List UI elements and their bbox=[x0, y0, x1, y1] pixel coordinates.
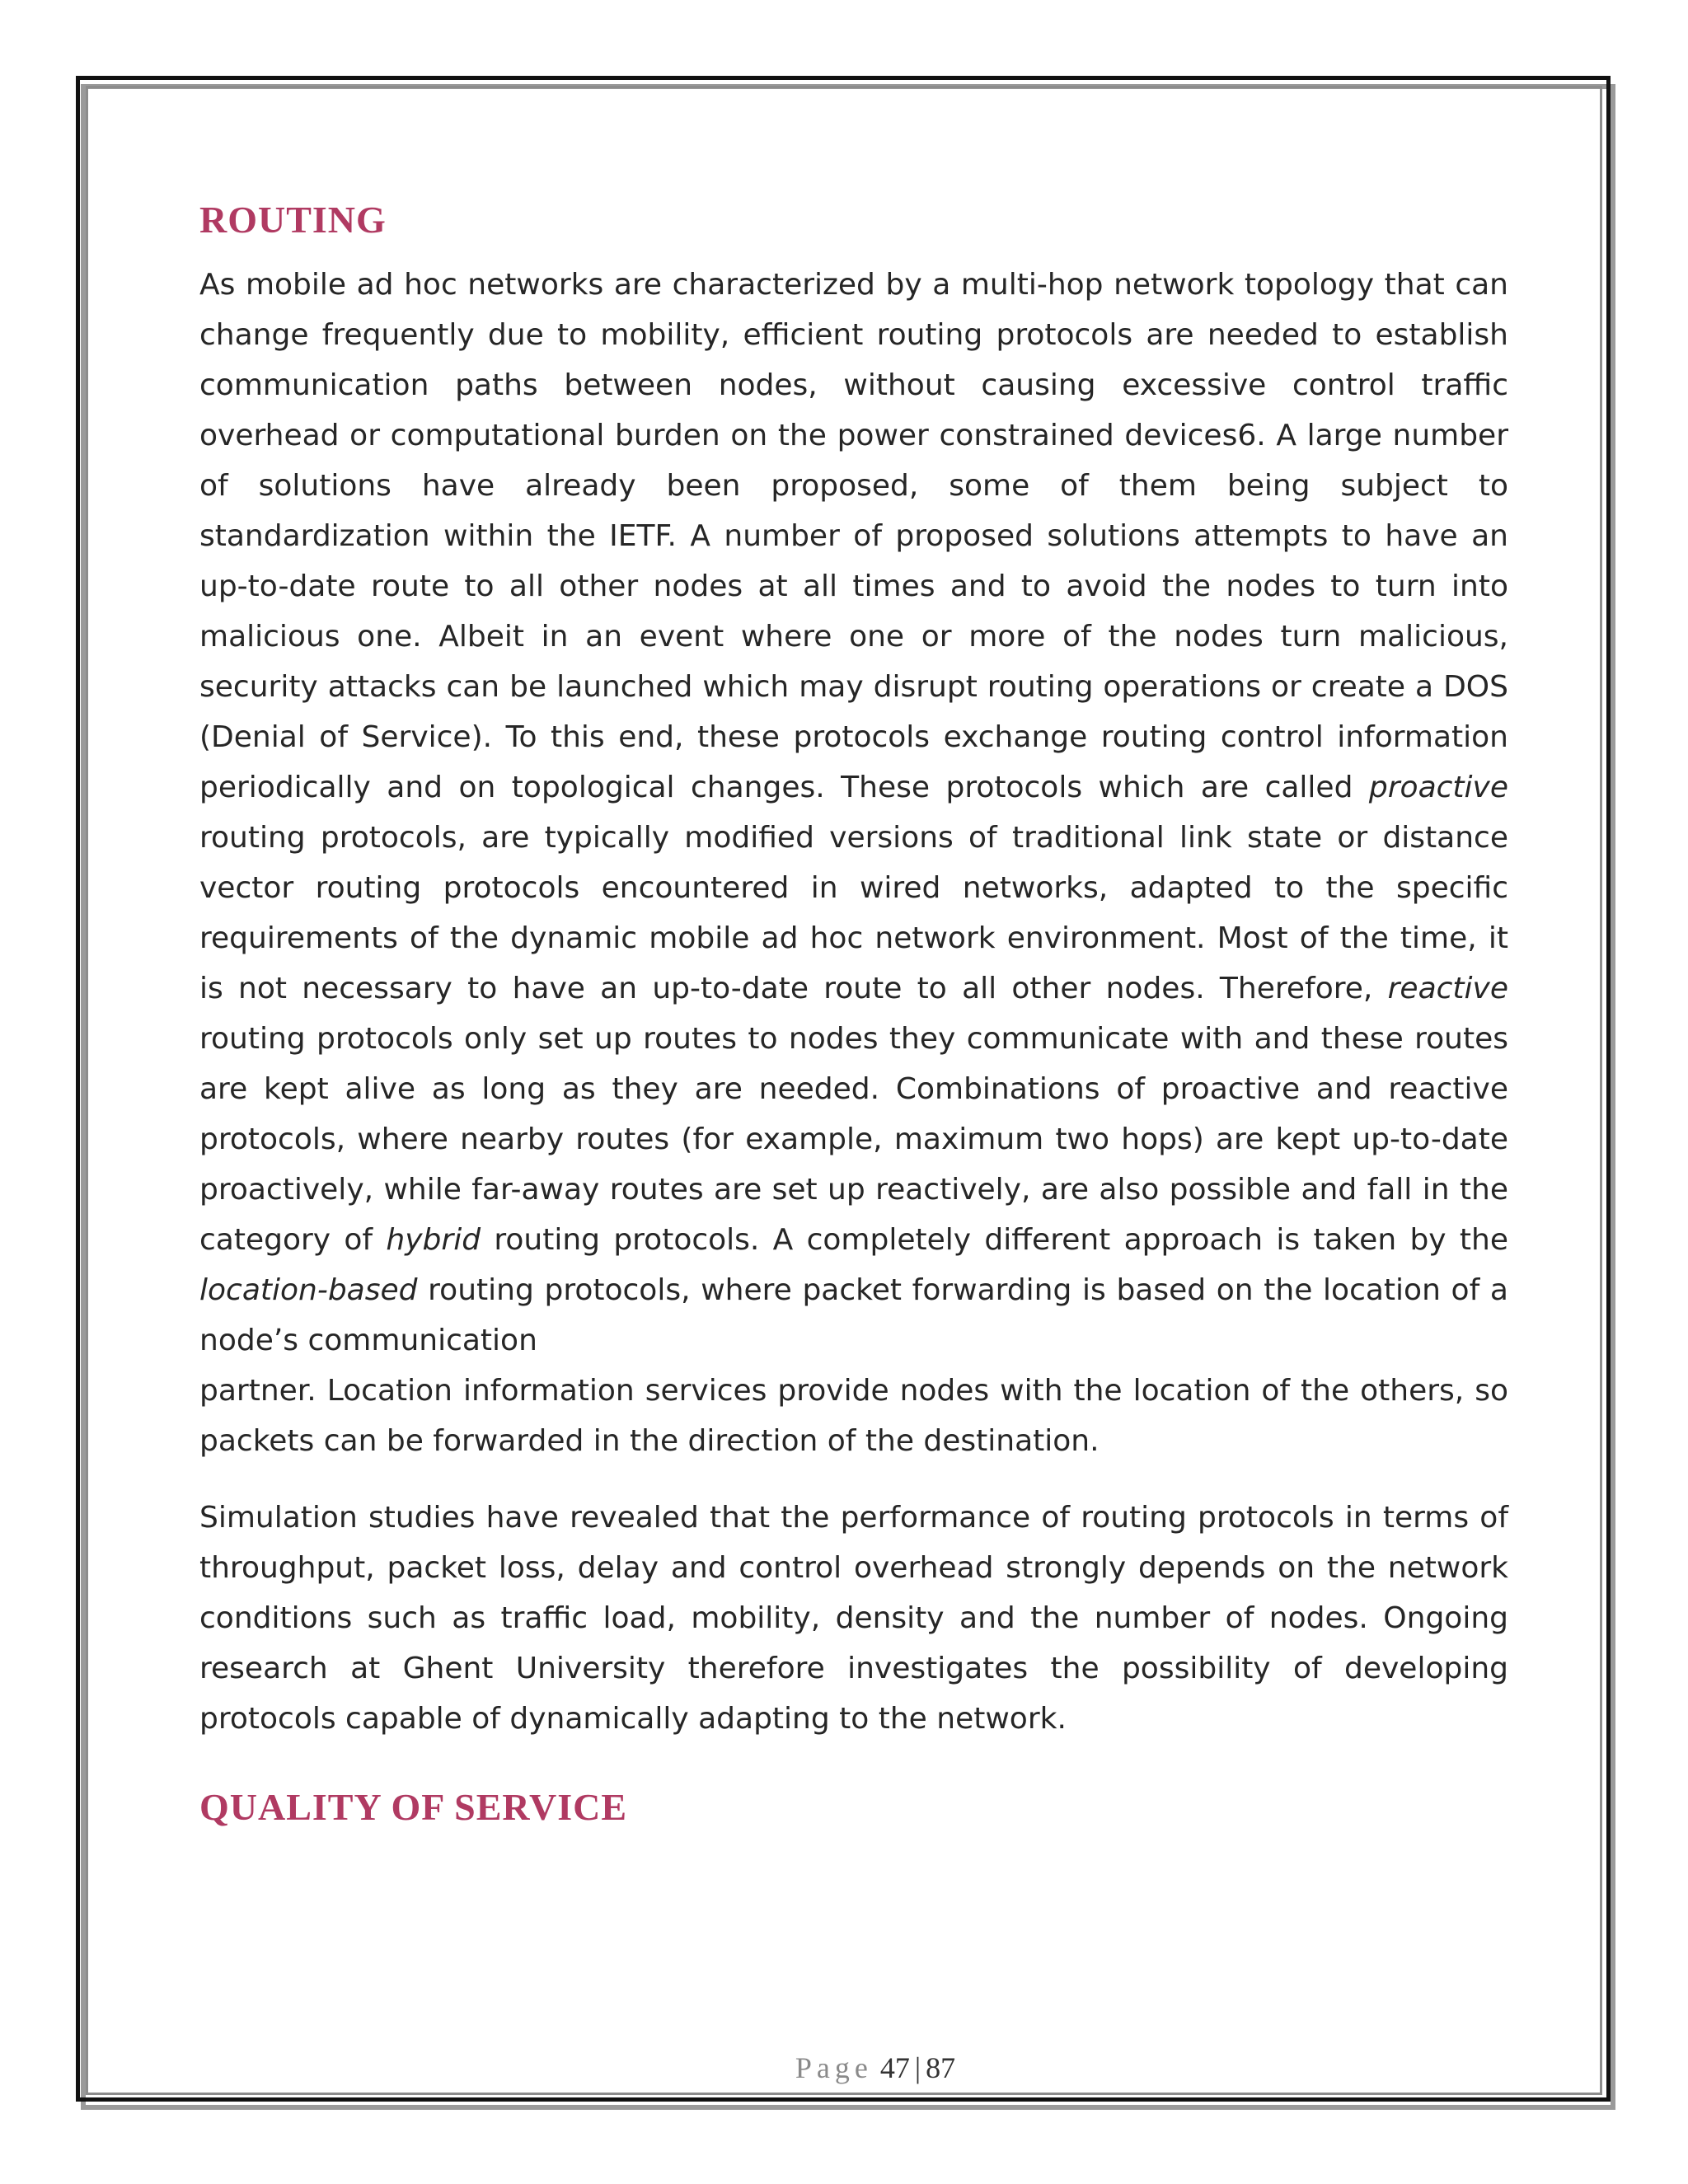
italic-term-proactive: proactive bbox=[1368, 771, 1508, 804]
page-label: Page bbox=[795, 2051, 873, 2084]
text-run: partner. Location information services provide nodes with the location of the others, so packets can be forwarded in the direction of the destination. bbox=[199, 1374, 1508, 1458]
text-run: routing protocols, where packet forwarding is based on the location of a node’s communication bbox=[199, 1273, 1508, 1357]
current-page-number: 47 bbox=[879, 2051, 910, 2084]
routing-paragraph-1 bbox=[199, 260, 1508, 1466]
page-footer bbox=[0, 2050, 1688, 2085]
page-separator: | bbox=[914, 2051, 921, 2084]
total-pages-number: 87 bbox=[926, 2051, 956, 2084]
text-run: routing protocols only set up routes to nodes they communicate with and these routes are kept alive as long as they are needed. Combinations of proactive and reactive protocols, where nearby routes (for example, maximum two hops) are kept up-to-date proactively, while far-away routes are set up reactively, are also possible and fall in the category of bbox=[199, 1022, 1508, 1257]
italic-term-hybrid: hybrid bbox=[386, 1223, 481, 1257]
section-heading-routing: ROUTING bbox=[199, 199, 387, 241]
italic-term-reactive: reactive bbox=[1387, 972, 1508, 1005]
text-run: routing protocols. A completely different approach is taken by the bbox=[481, 1223, 1508, 1257]
text-run: As mobile ad hoc networks are characterized by a multi-hop network topology that can change frequently due to mobility, efficient routing protocols are needed to establish communication paths between nodes, without causing excessive control traffic overhead or computational burden on the power constrained devices6. A large number of solutions have already been proposed, some of them being subject to standardization within the IETF. A number of proposed solutions attempts to have an up-to-date route to all other nodes at all times and to avoid the nodes to turn into malicious one. Albeit in an event where one or more of the nodes turn malicious, security attacks can be launched which may disrupt routing operations or create a DOS (Denial of Service). To this end, these protocols exchange routing control information periodically and on topological changes. These protocols which are called bbox=[199, 268, 1508, 804]
document-content bbox=[199, 190, 1508, 1829]
routing-paragraph-2: Simulation studies have revealed that the performance of routing protocols in terms of throughput, packet loss, delay and control overhead strongly depends on the network conditions such as traffic load, mobility, density and the number of nodes. Ongoing research at Ghent University therefore investigates the possibility of developing protocols capable of dynamically adapting to the network. bbox=[199, 1501, 1508, 1736]
italic-term-location-based: location-based bbox=[199, 1273, 418, 1307]
section-heading-quality-of-service: QUALITY OF SERVICE bbox=[199, 1786, 628, 1828]
text-run: routing protocols, are typically modified versions of traditional link state or distance vector routing protocols encountered in wired networks, adapted to the specific requirements of the dynamic mobile ad hoc network environment. Most of the time, it is not necessary to have an up-to-date route to all other nodes. Therefore, bbox=[199, 821, 1508, 1005]
